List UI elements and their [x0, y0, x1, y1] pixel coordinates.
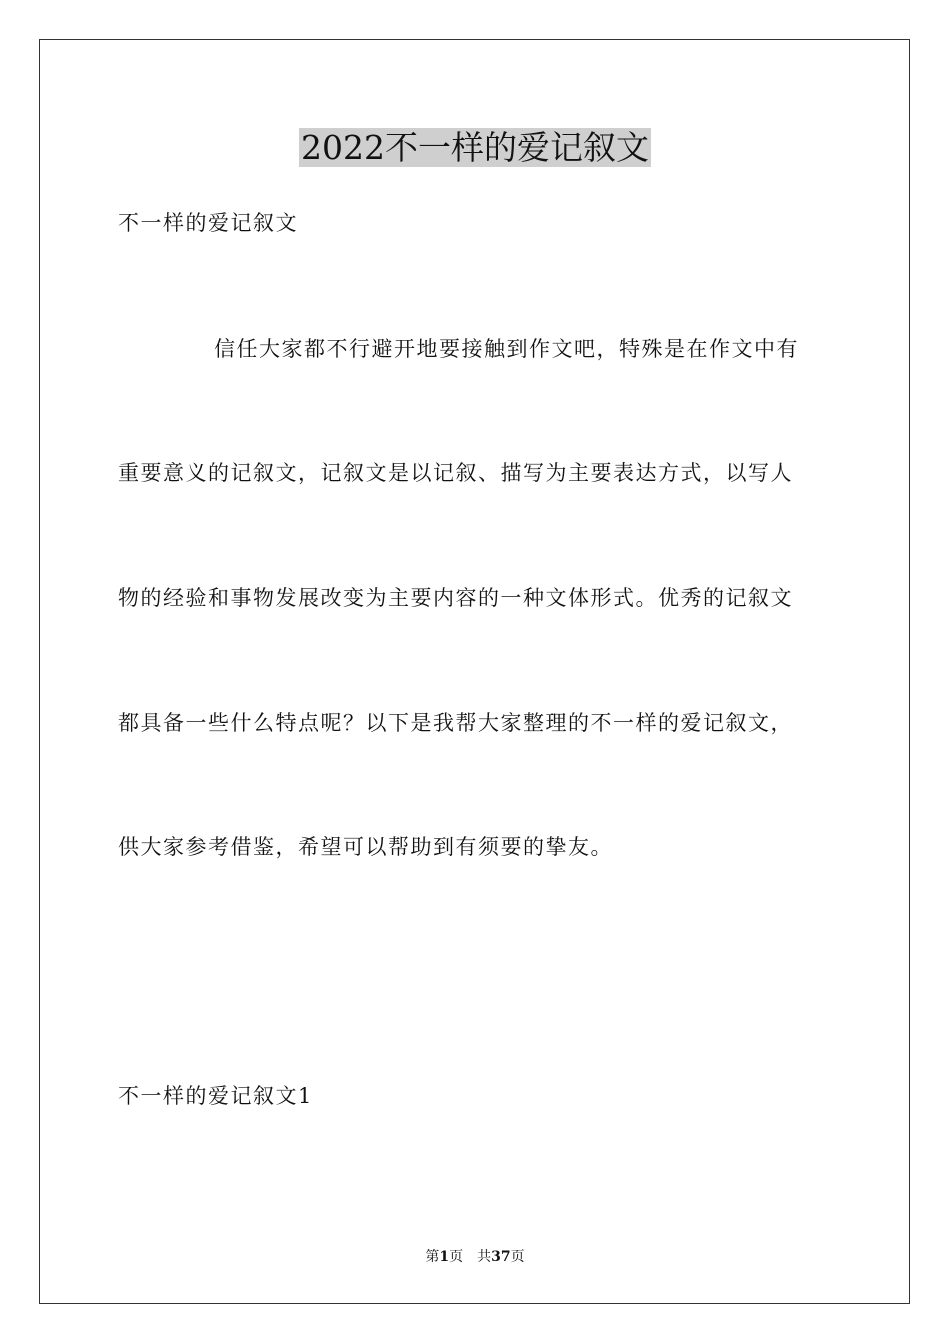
section-heading: 不一样的爱记叙文1 [118, 1084, 313, 1108]
intro-line-1: 信任大家都不行避开地要接触到作文吧，特殊是在作文中有 [214, 337, 799, 361]
footer-total-pages: 37 [491, 1249, 511, 1265]
document-subtitle: 不一样的爱记叙文 [118, 211, 298, 235]
footer-page-prefix: 第 [425, 1249, 440, 1265]
page-footer [0, 1248, 950, 1266]
intro-line-4: 都具备一些什么特点呢？以下是我帮大家整理的不一样的爱记叙文， [118, 711, 793, 735]
footer-page-number: 1 [439, 1249, 450, 1265]
intro-line-5: 供大家参考借鉴，希望可以帮助到有须要的挚友。 [118, 835, 613, 859]
intro-line-3: 物的经验和事物发展改变为主要内容的一种文体形式。优秀的记叙文 [118, 586, 793, 610]
intro-line-2: 重要意义的记叙文，记叙文是以记叙、描写为主要表达方式，以写人 [118, 461, 793, 485]
footer-page-suffix: 页 [449, 1249, 464, 1265]
footer-total-prefix: 共 [477, 1249, 492, 1265]
document-title-text: 2022不一样的爱记叙文 [301, 128, 649, 167]
document-title [0, 126, 950, 170]
footer-total-suffix: 页 [510, 1249, 525, 1265]
